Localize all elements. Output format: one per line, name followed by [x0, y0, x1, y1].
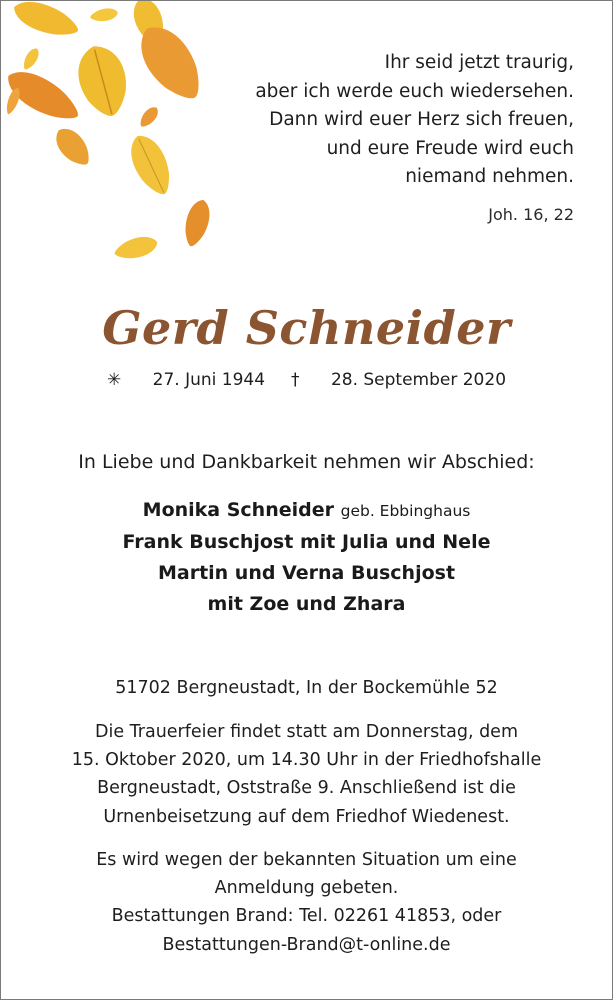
deceased-name: Gerd Schneider [102, 301, 511, 355]
leaf-lower-orange [180, 197, 214, 249]
leaf-mid-right [123, 129, 179, 200]
verse-line: aber ich werde euch wiedersehen. [255, 80, 574, 102]
death-date-group [291, 370, 506, 390]
death-cross-icon: † [291, 370, 300, 390]
verse-line: Dann wird euer Herz sich freuen, [269, 109, 574, 130]
ceremony-details [1, 718, 612, 831]
ceremony-line: Urnenbeisetzung auf dem Friedhof Wiedenest. [103, 806, 510, 827]
contact-email: Bestattungen-Brand@t-online.de [162, 934, 451, 955]
verse-reference: Joh. 16, 22 [488, 205, 574, 224]
verse-line: und eure Freude wird euch [326, 137, 574, 159]
contact-line: Bestattungen Brand: Tel. 02261 41853, oder [111, 906, 502, 927]
ceremony-line: Bergneustadt, Oststraße 9. Anschließend ist die [97, 778, 516, 799]
leaf-mid-left [50, 122, 97, 171]
contact-line: Es wird wegen der bekannten Situation um eine [96, 850, 517, 870]
farewell-intro: In Liebe und Dankbarkeit nehmen wir Abschied: [78, 451, 535, 473]
contact-line: Anmeldung gebeten. [214, 878, 399, 899]
mourner-line: Frank Buschjost mit Julia und Nele [122, 531, 491, 553]
registration-contact [1, 846, 612, 959]
leaf-bottom-yellow [112, 233, 160, 263]
death-date: 28. September 2020 [330, 370, 507, 390]
mourner-name: Monika Schneider [142, 499, 334, 521]
mourners-list [1, 495, 612, 620]
birth-date: 27. Juni 1944 [152, 370, 266, 390]
leaf-top-left [9, 1, 82, 43]
autumn-leaves-decoration [1, 1, 241, 281]
mourner-line: mit Zoe und Zhara [207, 593, 406, 615]
mourner-line [1, 495, 612, 527]
leaf-small-left [20, 46, 41, 72]
verse-line: Ihr seid jetzt traurig, [384, 52, 574, 73]
ceremony-line: Die Trauerfeier findet statt am Donnerstag, dem [95, 722, 518, 742]
ceremony-line: 15. Oktober 2020, um 14.30 Uhr in der Friedhofshalle [71, 750, 542, 771]
bible-verse [255, 49, 574, 192]
life-dates [1, 370, 612, 390]
leaf-center-yellow [71, 40, 134, 121]
birth-date-group [107, 370, 265, 390]
birth-star-icon: ✳ [106, 370, 122, 390]
verse-line: niemand nehmen. [405, 166, 574, 187]
maiden-name: geb. Ebbinghaus [340, 502, 471, 520]
family-address: 51702 Bergneustadt, In der Bockemühle 52 [115, 678, 498, 698]
leaf-top-mid [89, 7, 119, 24]
leaf-small-orange [137, 104, 162, 130]
mourner-line: Martin und Verna Buschjost [157, 562, 456, 584]
